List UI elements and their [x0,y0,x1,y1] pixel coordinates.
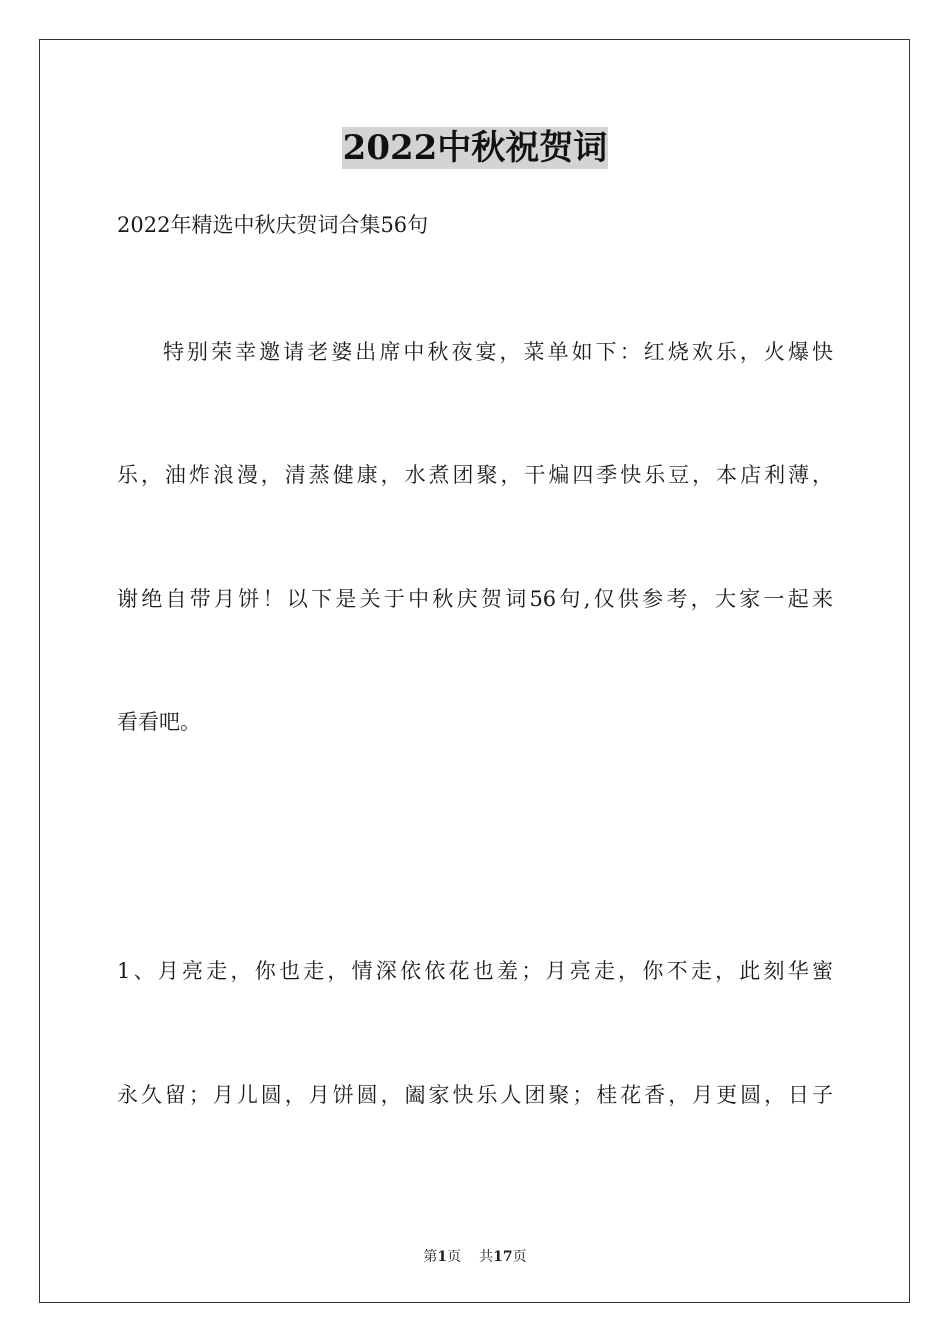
paragraph-line: 看看吧。 [117,710,201,734]
total-page-number: 17 [493,1249,513,1265]
page-label-prefix: 第 [423,1249,438,1265]
paragraph-line: 1、月亮走，你也走，情深依依花也羞；月亮走，你不走，此刻华蜜 [117,959,833,983]
total-label-prefix: 共 [479,1249,494,1265]
title-container [0,127,950,169]
page-footer [0,1248,950,1266]
current-page-number: 1 [437,1249,448,1265]
paragraph-line: 永久留；月儿圆，月饼圆，阖家快乐人团聚；桂花香，月更圆，日子 [117,1083,833,1107]
paragraph-line: 乐，油炸浪漫，清蒸健康，水煮团聚，干煸四季快乐豆，本店利薄， [117,463,833,487]
document-title: 2022中秋祝贺词 [342,128,608,168]
paragraph-line: 特别荣幸邀请老婆出席中秋夜宴，菜单如下：红烧欢乐，火爆快 [163,340,833,364]
page-label-suffix: 页 [447,1249,462,1265]
total-label-suffix: 页 [512,1249,527,1265]
paragraph-line: 谢绝自带月饼！以下是关于中秋庆贺词56句,仅供参考，大家一起来 [117,587,833,611]
document-subtitle: 2022年精选中秋庆贺词合集56句 [117,213,429,237]
